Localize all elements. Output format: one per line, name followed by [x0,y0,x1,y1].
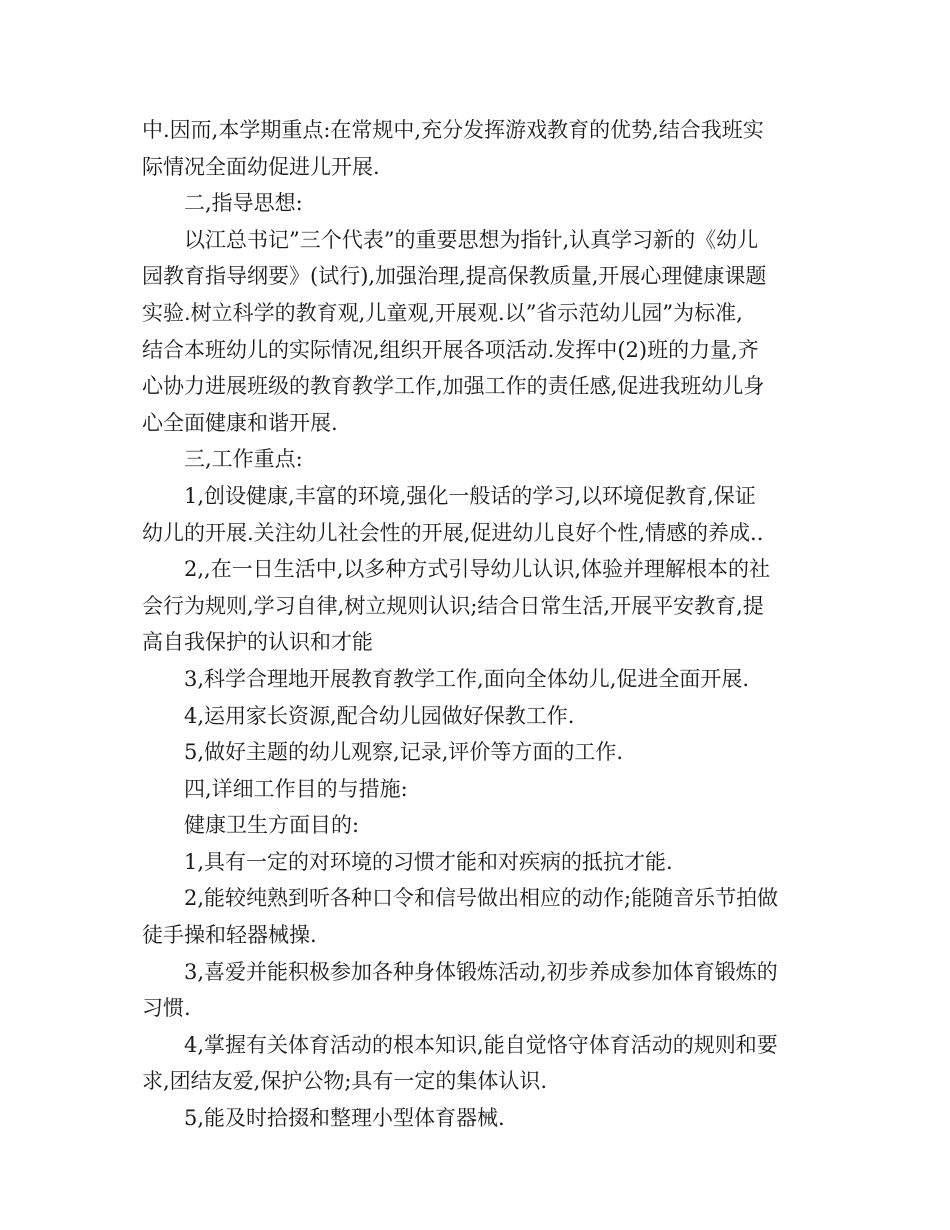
text-line: 幼儿的开展.关注幼儿社会性的开展,促进幼儿良好个性,情感的养成.. [142,520,764,545]
text-line: 徒手操和轻器械操. [142,923,317,948]
text-line: 二,指导思想: [184,191,303,216]
text-line: 三,工作重点: [184,447,303,472]
text-line: 四,详细工作目的与措施: [184,776,408,801]
text-line: 心全面健康和谐开展. [142,410,338,435]
text-line: 3,科学合理地开展教育教学工作,面向全体幼儿,促进全面开展. [184,666,750,691]
text-line: 2,能较纯熟到听各种口令和信号做出相应的动作;能随音乐节拍做 [184,886,779,911]
text-line: 结合本班幼儿的实际情况,组织开展各项活动.发挥中(2)班的力量,齐 [142,337,759,362]
document-body [142,112,814,1137]
text-line: 3,喜爱并能积极参加各种身体锻炼活动,初步养成参加体育锻炼的 [184,959,778,984]
text-line: 求,团结友爱,保护公物;具有一定的集体认识. [142,1069,548,1094]
text-line: 1,创设健康,丰富的环境,强化一般话的学习,以环境促教育,保证 [184,483,756,508]
text-line: 健康卫生方面目的: [184,813,360,838]
text-line: 5,做好主题的幼儿观察,记录,评价等方面的工作. [184,740,624,765]
text-line: 心协力进展班级的教育教学工作,加强工作的责任感,促进我班幼儿身 [142,374,765,399]
text-line: 5,能及时拾掇和整理小型体育器械. [184,1106,505,1131]
text-line: 会行为规则,学习自律,树立规则认识;结合日常生活,开展平安教育,提 [142,593,764,618]
text-line: 园教育指导纲要》(试行),加强治理,提高保教质量,开展心理健康课题 [142,264,767,289]
text-line: 1,具有一定的对环境的习惯才能和对疾病的抵抗才能. [184,849,673,874]
text-line: 际情况全面幼促进儿开展. [142,154,380,179]
text-line: 中.因而,本学期重点:在常规中,充分发挥游戏教育的优势,结合我班实 [142,118,764,142]
text-line: 2,,在一日生活中,以多种方式引导幼儿认识,体验并理解根本的社 [184,557,771,582]
text-line: 4,运用家长资源,配合幼儿园做好保教工作. [184,703,575,728]
text-line: 高自我保护的认识和才能 [142,630,373,655]
text-line: 习惯. [142,996,191,1021]
text-line: 4,掌握有关体育活动的根本知识,能自觉恪守体育活动的规则和要 [184,1032,778,1057]
text-line: 以江总书记”三个代表”的重要思想为指针,认真学习新的《幼儿 [184,227,759,252]
text-line: 实验.树立科学的教育观,儿童观,开展观.以”省示范幼儿园”为标准, [142,300,743,325]
